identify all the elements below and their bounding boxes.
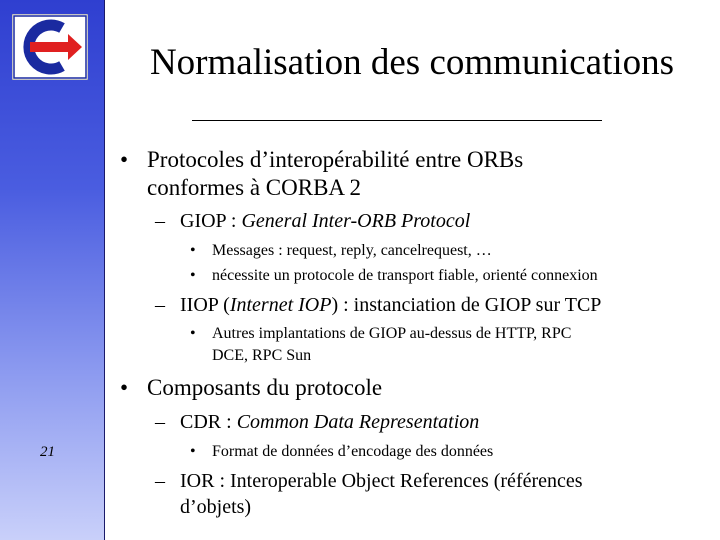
- sub-bullet-marker: •: [190, 443, 196, 460]
- sub-bullet-marker: •: [190, 325, 196, 342]
- giop-sub-item: nécessite un protocole de transport fiable, orienté connexion: [212, 267, 598, 284]
- ior-item-continued: d’objets): [180, 496, 252, 518]
- bullet-text: Composants du protocole: [147, 375, 383, 400]
- iiop-sub-item-continued: DCE, RPC Sun: [212, 347, 312, 364]
- giop-sub-item: Messages : request, reply, cancelrequest, …: [212, 242, 492, 259]
- dash-marker: –: [155, 411, 165, 433]
- giop-label: GIOP :: [180, 210, 242, 232]
- sub-bullet-marker: •: [190, 242, 196, 259]
- iiop-expansion: Internet IOP: [229, 294, 332, 316]
- giop-expansion: General Inter-ORB Protocol: [241, 210, 471, 232]
- bullet-text: Protocoles d’interopérabilité entre ORBs: [147, 147, 524, 172]
- bullet-marker: •: [120, 147, 129, 172]
- dash-marker: –: [155, 470, 165, 492]
- bullet-text-continued: conformes à CORBA 2: [147, 175, 362, 200]
- ior-item: IOR : Interoperable Object References (références: [180, 470, 583, 492]
- giop-item: [180, 210, 470, 233]
- dash-marker: –: [155, 294, 165, 316]
- sub-bullet-marker: •: [190, 267, 196, 284]
- dash-marker: –: [155, 210, 165, 232]
- cdr-expansion: Common Data Representation: [236, 411, 480, 433]
- cdr-sub-item: Format de données d’encodage des données: [212, 443, 494, 460]
- title-divider: [192, 120, 602, 121]
- cdr-label: CDR :: [180, 411, 237, 433]
- page-title: Normalisation des communications: [149, 42, 675, 83]
- slide-number: 21: [40, 444, 55, 460]
- cdr-item: [180, 411, 479, 434]
- sidebar-band: [0, 0, 105, 540]
- c-arrow-logo-icon: [12, 14, 88, 80]
- iiop-item: [180, 294, 601, 317]
- iiop-sub-item: Autres implantations de GIOP au-dessus de HTTP, RPC: [212, 325, 572, 342]
- iiop-description: ) : instanciation de GIOP sur TCP: [331, 294, 602, 316]
- bullet-marker: •: [120, 375, 129, 400]
- iiop-label: IIOP (: [180, 294, 230, 316]
